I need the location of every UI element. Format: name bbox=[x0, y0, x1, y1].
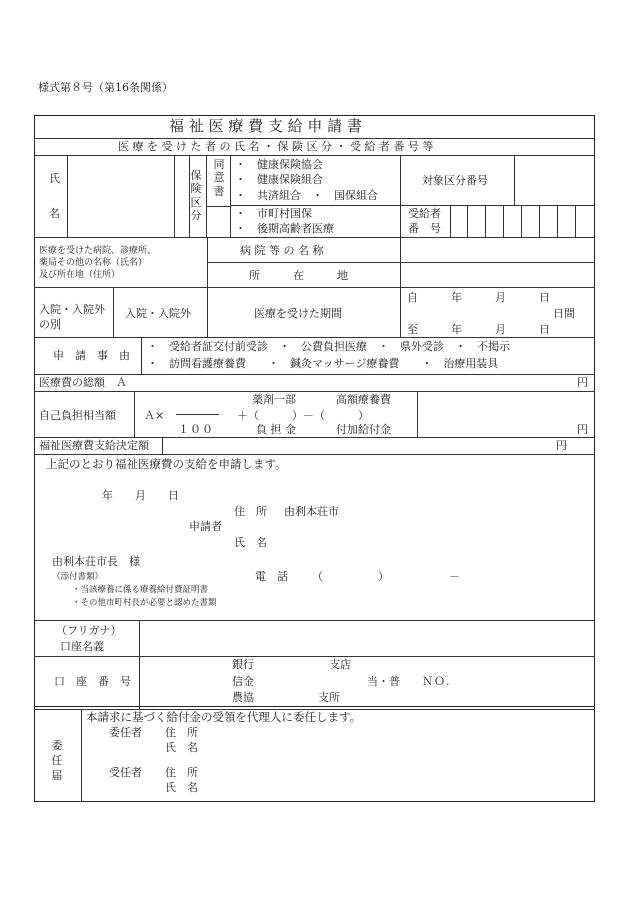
consent-checkbox[interactable] bbox=[207, 207, 230, 237]
copay-formula: Ａ× bbox=[144, 409, 165, 422]
account-no-label: ＮＯ. bbox=[422, 675, 451, 688]
insurance-option-kyosai[interactable]: ・ 共済組合 ・ 国保組合 bbox=[235, 189, 378, 202]
copay-burden-label: 負 担 金 bbox=[256, 423, 296, 436]
copay-drug-label: 薬剤一部 bbox=[252, 393, 296, 406]
shinkin-label[interactable]: 信金 bbox=[232, 675, 254, 688]
applicant-name-input[interactable] bbox=[284, 535, 484, 550]
name-label-1: 氏 bbox=[49, 172, 60, 185]
office-label[interactable]: 支所 bbox=[318, 691, 340, 704]
request-statement: 上記のとおり福祉医療費の支給を申請します。 bbox=[46, 457, 287, 471]
hospital-location-input[interactable] bbox=[401, 263, 594, 287]
delegator-name-input[interactable] bbox=[214, 740, 514, 755]
bank-label[interactable]: 銀行 bbox=[232, 658, 254, 671]
decision-amount-input[interactable] bbox=[163, 438, 563, 453]
reason-options-line1[interactable]: ・ 受給者証交付前受診 ・ 公費負担医療 ・ 県外受診 ・ 不掲示 bbox=[147, 340, 510, 353]
account-number-label: 口 座 番 号 bbox=[54, 675, 131, 688]
section-header: 医 療 を 受 け た 者 の 氏 名 ・ 保 険 区 分 ・ 受 給 者 番 号 等 bbox=[118, 140, 434, 153]
account-name-label: 口座名義 bbox=[60, 640, 104, 653]
delegate-label: 受任者 bbox=[109, 766, 142, 779]
hospital-name-input[interactable] bbox=[401, 238, 594, 262]
proxy-label: 委 任 届 bbox=[51, 739, 63, 782]
target-category-number-label: 対象区分番号 bbox=[422, 174, 488, 187]
copay-yen: 円 bbox=[577, 423, 588, 436]
delegator-name-label: 氏 名 bbox=[165, 741, 198, 754]
form-title: 福 祉 医 療 費 支 給 申 請 書 bbox=[169, 117, 362, 135]
account-type[interactable]: 当・普 bbox=[367, 675, 400, 688]
inout-option[interactable]: 入院・入院外 bbox=[125, 307, 191, 320]
address-label: 住 所 bbox=[234, 505, 267, 518]
target-category-number-input[interactable] bbox=[515, 156, 594, 205]
applicant-label: 申請者 bbox=[189, 520, 222, 533]
name-input[interactable] bbox=[68, 156, 174, 237]
insurance-category-label: 保 険 区 分 bbox=[190, 169, 202, 223]
hospital-location-label: 所 在 地 bbox=[249, 269, 348, 282]
period-from[interactable]: 自 年 月 日 bbox=[407, 291, 550, 304]
period-days[interactable]: 日間 bbox=[553, 307, 575, 320]
delegate-address-input[interactable] bbox=[214, 765, 514, 780]
delegator-label: 委任者 bbox=[109, 726, 142, 739]
delegate-address-label: 住 所 bbox=[165, 766, 198, 779]
copay-parentheses[interactable]: ＋（ ）－（ ） bbox=[237, 409, 369, 422]
delegate-name-label: 氏 名 bbox=[165, 781, 198, 794]
treatment-period-label: 医療を受けた期間 bbox=[254, 307, 342, 320]
reason-label: 申 請 事 由 bbox=[53, 349, 130, 362]
phone-label: 電 話 bbox=[255, 570, 288, 583]
decision-amount-label: 福祉医療費支給決定額 bbox=[39, 439, 149, 452]
insurance-option-koki[interactable]: ・ 後期高齢者医療 bbox=[235, 222, 334, 235]
attachment-1: ・当該療養に係る療養給付費証明書 bbox=[72, 585, 209, 595]
insurance-option-kyokai[interactable]: ・ 健康保険協会 bbox=[235, 158, 323, 171]
copay-high-cost-label: 高額療養費 bbox=[336, 393, 391, 406]
account-name-input[interactable] bbox=[140, 621, 594, 656]
copay-denominator: １００ bbox=[178, 423, 214, 436]
consent-label: 同 意 書 bbox=[213, 158, 225, 198]
proxy-statement: 本請求に基づく給付金の受領を代理人に委任します。 bbox=[86, 710, 362, 724]
attachment-2: ・その他市町村長が必要と認めた書類 bbox=[72, 598, 217, 608]
mayor-addressee: 由利本荘市長 様 bbox=[52, 555, 140, 568]
application-date[interactable]: 年 月 日 bbox=[102, 489, 179, 502]
nokyo-label[interactable]: 農協 bbox=[232, 691, 254, 704]
insurance-option-kumiai[interactable]: ・ 健康保険組合 bbox=[235, 173, 323, 186]
inout-label: 入院・入院外 の別 bbox=[39, 303, 105, 332]
application-form bbox=[34, 115, 595, 802]
reason-options-line2[interactable]: ・ 訪問看護療養費 ・ 鍼灸マッサージ療養費 ・ 治療用装具 bbox=[147, 357, 499, 370]
total-yen: 円 bbox=[577, 376, 588, 389]
hospital-name-label: 病 院 等 の 名 称 bbox=[240, 244, 324, 257]
period-to[interactable]: 至 年 月 日 bbox=[407, 323, 550, 336]
copay-label: 自己負担相当額 bbox=[39, 409, 116, 422]
decision-yen: 円 bbox=[556, 439, 567, 452]
delegate-name-input[interactable] bbox=[214, 780, 514, 795]
phone-input[interactable]: （ ） bbox=[312, 570, 389, 583]
recipient-number-label-2: 番 号 bbox=[408, 222, 441, 235]
applicant-name-label: 氏 名 bbox=[234, 536, 267, 549]
form-number: 様式第８号（第16条関係） bbox=[38, 81, 173, 94]
attachments-title: （添付書類） bbox=[52, 572, 104, 582]
phone-dash: － bbox=[449, 570, 460, 583]
total-medical-cost-label: 医療費の総額 Ａ bbox=[39, 376, 127, 389]
delegator-address-input[interactable] bbox=[214, 725, 514, 740]
total-medical-cost-input[interactable] bbox=[174, 375, 574, 390]
copay-extra-label: 付加給付金 bbox=[336, 423, 391, 436]
furigana-label: （フリガナ） bbox=[56, 624, 122, 637]
delegator-address-label: 住 所 bbox=[165, 726, 198, 739]
copay-amount-input[interactable] bbox=[418, 392, 574, 436]
branch-label[interactable]: 支店 bbox=[329, 658, 351, 671]
recipient-number-label-1: 受給者 bbox=[408, 207, 441, 220]
insurance-option-kokuho[interactable]: ・ 市町村国保 bbox=[235, 207, 312, 220]
address-value[interactable]: 由利本荘市 bbox=[284, 505, 339, 518]
hospital-label: 医療を受けた病院、診療所、 薬局その他の名称（氏名） 及び所在地（住所） bbox=[39, 246, 157, 281]
name-label-2: 名 bbox=[49, 207, 60, 220]
recipient-number-input[interactable] bbox=[451, 206, 594, 237]
